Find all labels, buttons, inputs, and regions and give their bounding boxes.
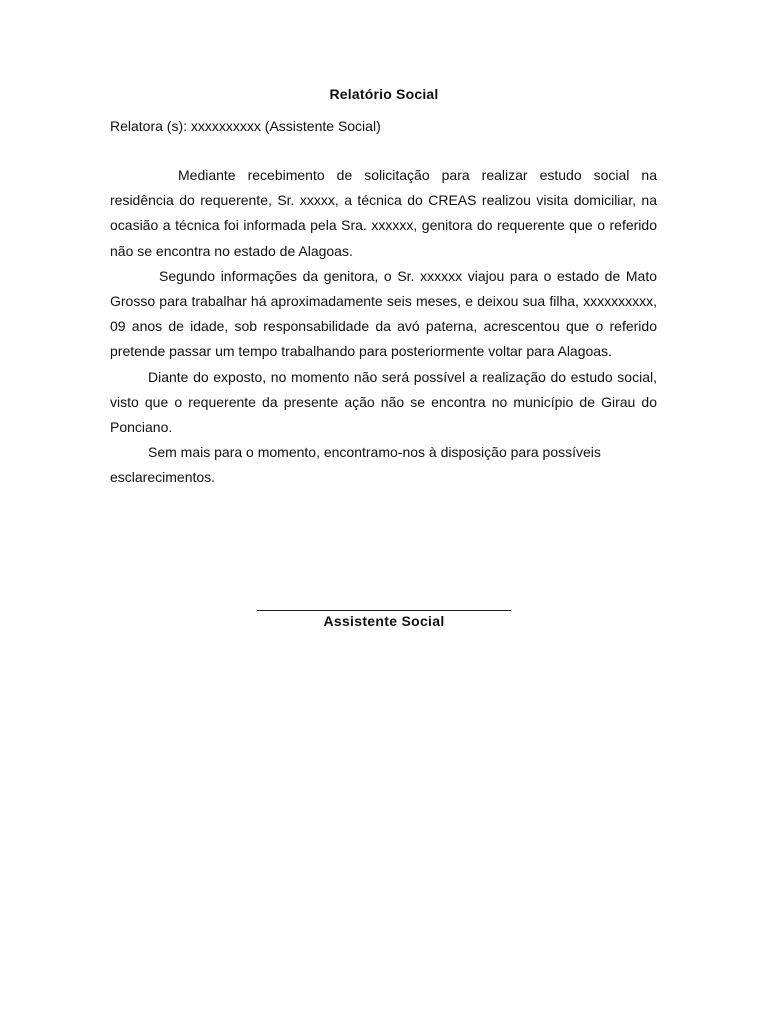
document-title: Relatório Social — [329, 86, 439, 102]
paragraph-3: Diante do exposto, no momento não será possível a realização do estudo social, visto que o requerente da presente ação não se encontra no município de Girau do Ponciano. — [110, 368, 657, 436]
paragraph-2: Segundo informações da genitora, o Sr. xxxxxx viajou para o estado de Mato Grosso para trabalhar há aproximadamente seis meses, e deixou sua filha, xxxxxxxxxx, 09 anos de idade, sob responsabilidade da avó paterna, acrescentou que o referido pretende passar um tempo trabalhando para posteriormente voltar para Alagoas. — [110, 267, 657, 360]
signature-line — [257, 610, 511, 611]
document-body — [110, 163, 657, 491]
author-line: Relatora (s): xxxxxxxxxx (Assistente Social) — [110, 118, 381, 134]
signature-label: Assistente Social — [323, 613, 445, 629]
paragraph-1: Mediante recebimento de solicitação para realizar estudo social na residência do requerente, Sr. xxxxx, a técnica do CREAS realizou visita domiciliar, na ocasião a técnica foi informada pela Sra. xxxxxx, genitora do requerente que o referido não se encontra no estado de Alagoas. — [110, 167, 657, 259]
paragraph-4: Sem mais para o momento, encontramo-nos à disposição para possíveis esclarecimentos. — [110, 444, 601, 486]
